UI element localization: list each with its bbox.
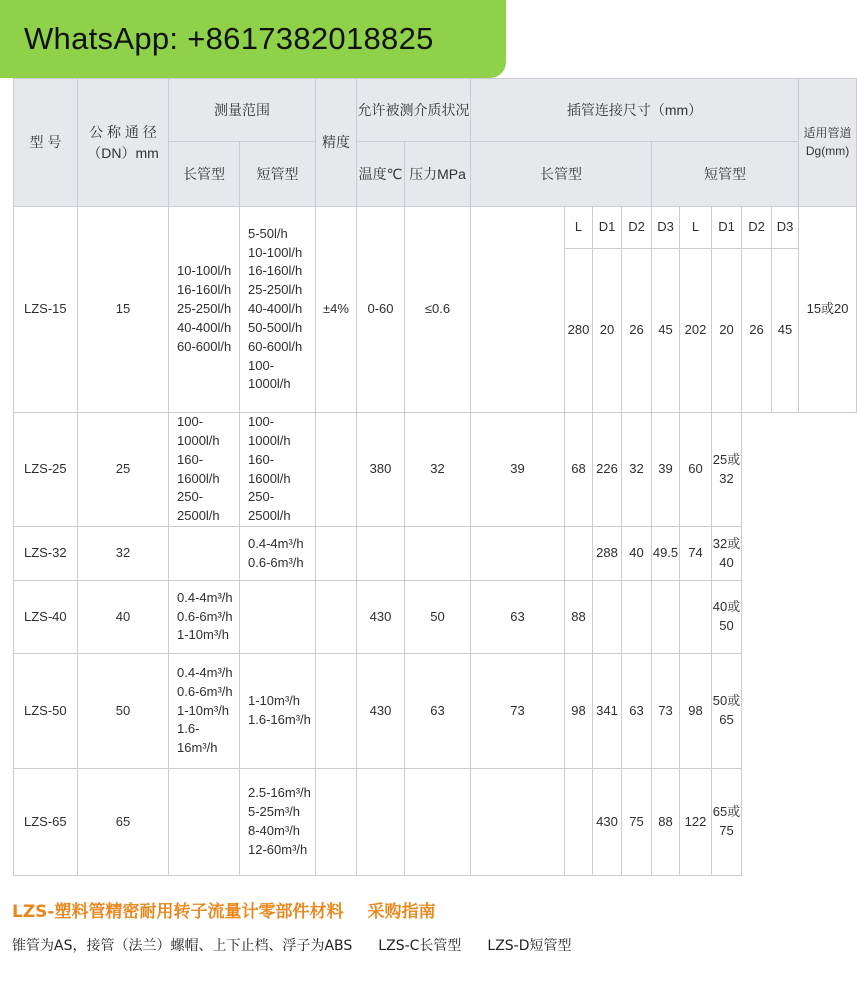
dim-cell: 50 bbox=[405, 581, 471, 654]
dim-cell: 63 bbox=[471, 581, 565, 654]
long-range-cell bbox=[169, 207, 240, 413]
range-item: 0.4-4m³/h bbox=[177, 589, 233, 605]
long-range-cell bbox=[169, 413, 240, 527]
dim-cell: 49.5 bbox=[652, 527, 680, 581]
dim-col-label: D3 bbox=[772, 207, 799, 249]
dim-cell: 88 bbox=[652, 769, 680, 876]
dim-cell: 32 bbox=[405, 413, 471, 527]
dim-cell bbox=[593, 581, 622, 654]
dim-cell: 74 bbox=[680, 527, 712, 581]
dim-cell: 341 bbox=[593, 654, 622, 769]
dim-cell: 73 bbox=[471, 654, 565, 769]
pipe-cell: 32或40 bbox=[712, 527, 742, 581]
short-range-cell bbox=[240, 207, 316, 413]
dim-cell bbox=[565, 527, 593, 581]
dim-cell: 98 bbox=[565, 654, 593, 769]
dim-cell: 380 bbox=[357, 413, 405, 527]
table-row bbox=[14, 207, 857, 249]
header-temp: 温度℃ bbox=[357, 142, 405, 207]
footer-title bbox=[12, 897, 435, 922]
header-pipe-long: 长管型 bbox=[471, 142, 652, 207]
dim-cell: 122 bbox=[680, 769, 712, 876]
dn-cell: 50 bbox=[78, 654, 169, 769]
footer-materials-text: 锥管为AS，接管（法兰）螺帽、上下止档、浮子为ABS bbox=[12, 938, 353, 954]
model-cell: LZS-15 bbox=[14, 207, 78, 413]
dim-cell: 430 bbox=[357, 654, 405, 769]
range-item: 10-100l/h bbox=[177, 263, 232, 279]
dn-cell: 40 bbox=[78, 581, 169, 654]
range-item: 0.4-4m³/h bbox=[248, 535, 304, 551]
pipe-cell: 40或50 bbox=[712, 581, 742, 654]
range-item: 2.5-16m³/h bbox=[248, 785, 311, 801]
long-range-cell bbox=[169, 581, 240, 654]
range-item: 100-1000l/h bbox=[248, 414, 291, 448]
range-item: 1-10m³/h bbox=[248, 693, 301, 709]
dim-cell bbox=[565, 769, 593, 876]
header-model: 型 号 bbox=[14, 79, 78, 207]
dim-cell: 73 bbox=[652, 654, 680, 769]
range-item: 50-500l/h bbox=[248, 319, 303, 335]
footer-short-type: LZS-D短管型 bbox=[487, 938, 572, 954]
dim-cell bbox=[357, 769, 405, 876]
header-pipe-size: 插管连接尺寸（mm） bbox=[471, 79, 799, 142]
footer-title-materials: LZS-塑料管精密耐用转子流量计零部件材料 bbox=[12, 902, 344, 922]
dim-spacer bbox=[316, 769, 357, 876]
range-item: 10-100l/h bbox=[248, 244, 303, 260]
dn-cell: 32 bbox=[78, 527, 169, 581]
dim-cell: 26 bbox=[622, 249, 652, 413]
header-pressure: 压力MPa bbox=[405, 142, 471, 207]
dim-col-label: D2 bbox=[742, 207, 772, 249]
dim-cell bbox=[471, 527, 565, 581]
pipe-cell: 50或65 bbox=[712, 654, 742, 769]
range-item: 1.6-16m³/h bbox=[248, 712, 311, 728]
long-range-cell bbox=[169, 654, 240, 769]
header-row-1 bbox=[14, 79, 857, 142]
range-item: 25-250l/h bbox=[248, 282, 303, 298]
dim-spacer bbox=[316, 413, 357, 527]
short-range-cell bbox=[240, 654, 316, 769]
dim-cell: 32 bbox=[622, 413, 652, 527]
dim-cell bbox=[405, 527, 471, 581]
whatsapp-banner bbox=[0, 0, 506, 78]
range-item: 5-50l/h bbox=[248, 225, 288, 241]
range-item: 60-600l/h bbox=[248, 338, 303, 354]
header-range: 测量范围 bbox=[169, 79, 316, 142]
dim-col-label: D3 bbox=[652, 207, 680, 249]
dn-cell: 25 bbox=[78, 413, 169, 527]
range-item: 25-250l/h bbox=[177, 301, 232, 317]
precision-cell: ±4% bbox=[316, 207, 357, 413]
range-item: 0.4-4m³/h bbox=[177, 664, 233, 680]
dim-col-label: D1 bbox=[712, 207, 742, 249]
dim-spacer bbox=[471, 207, 565, 413]
dim-cell: 63 bbox=[622, 654, 652, 769]
model-cell: LZS-25 bbox=[14, 413, 78, 527]
dim-spacer bbox=[316, 581, 357, 654]
model-cell: LZS-40 bbox=[14, 581, 78, 654]
range-item: 0.6-6m³/h bbox=[248, 554, 304, 570]
dim-col-label: L bbox=[565, 207, 593, 249]
dim-cell: 39 bbox=[652, 413, 680, 527]
dim-cell bbox=[357, 527, 405, 581]
header-medium: 允许被测介质状况 bbox=[357, 79, 471, 142]
dim-spacer bbox=[316, 654, 357, 769]
dim-col-label: D2 bbox=[622, 207, 652, 249]
dim-spacer bbox=[316, 527, 357, 581]
range-item: 16-160l/h bbox=[177, 282, 232, 298]
range-item: 1.6-16m³/h bbox=[177, 721, 218, 756]
range-item: 0.6-6m³/h bbox=[177, 683, 233, 699]
dim-cell: 20 bbox=[593, 249, 622, 413]
range-item: 250-2500l/h bbox=[177, 489, 220, 524]
dim-cell: 63 bbox=[405, 654, 471, 769]
dim-col-label: D1 bbox=[593, 207, 622, 249]
pressure-cell: ≤0.6 bbox=[405, 207, 471, 413]
dim-cell: 45 bbox=[652, 249, 680, 413]
table-row bbox=[14, 769, 857, 876]
dim-cell bbox=[622, 581, 652, 654]
model-cell: LZS-65 bbox=[14, 769, 78, 876]
range-item: 160-1600l/h bbox=[177, 451, 220, 486]
dim-cell: 226 bbox=[593, 413, 622, 527]
dim-cell: 98 bbox=[680, 654, 712, 769]
dim-cell: 288 bbox=[593, 527, 622, 581]
dim-cell: 26 bbox=[742, 249, 772, 413]
table-row bbox=[14, 413, 857, 527]
range-item: 100-1000l/h bbox=[248, 357, 291, 392]
range-item: 160-1600l/h bbox=[248, 451, 291, 486]
pipe-cell: 65或75 bbox=[712, 769, 742, 876]
footer-line bbox=[12, 935, 572, 955]
range-item: 60-600l/h bbox=[177, 338, 232, 354]
pipe-cell: 15或20 bbox=[799, 207, 857, 413]
long-range-cell bbox=[169, 527, 240, 581]
range-item: 1-10m³/h bbox=[177, 702, 230, 718]
pipe-cell: 25或32 bbox=[712, 413, 742, 527]
dn-cell: 65 bbox=[78, 769, 169, 876]
dim-col-label: L bbox=[680, 207, 712, 249]
model-cell: LZS-50 bbox=[14, 654, 78, 769]
range-item: 40-400l/h bbox=[177, 319, 232, 335]
dim-cell bbox=[680, 581, 712, 654]
dim-cell bbox=[652, 581, 680, 654]
dim-cell: 60 bbox=[680, 413, 712, 527]
dim-cell bbox=[405, 769, 471, 876]
range-item: 250-2500l/h bbox=[248, 489, 291, 524]
range-item: 16-160l/h bbox=[248, 263, 303, 279]
range-item: 0.6-6m³/h bbox=[177, 608, 233, 624]
footer-title-guide: 采购指南 bbox=[367, 902, 436, 922]
dn-cell: 15 bbox=[78, 207, 169, 413]
dim-cell: 40 bbox=[622, 527, 652, 581]
dim-cell: 280 bbox=[565, 249, 593, 413]
range-item: 8-40m³/h bbox=[248, 823, 301, 839]
range-item: 12-60m³/h bbox=[248, 841, 308, 857]
range-item: 1-10m³/h bbox=[177, 627, 230, 643]
range-item: 100-1000l/h bbox=[177, 414, 220, 448]
short-range-cell bbox=[240, 581, 316, 654]
dim-cell: 430 bbox=[357, 581, 405, 654]
dim-cell bbox=[471, 769, 565, 876]
whatsapp-contact: WhatsApp: +8617382018825 bbox=[24, 21, 434, 56]
table-row bbox=[14, 581, 857, 654]
dim-cell: 20 bbox=[712, 249, 742, 413]
long-range-cell bbox=[169, 769, 240, 876]
dim-cell: 68 bbox=[565, 413, 593, 527]
dim-cell: 39 bbox=[471, 413, 565, 527]
header-range-long: 长管型 bbox=[169, 142, 240, 207]
table-row bbox=[14, 527, 857, 581]
header-pipe-short: 短管型 bbox=[652, 142, 799, 207]
dim-cell: 45 bbox=[772, 249, 799, 413]
dim-cell: 75 bbox=[622, 769, 652, 876]
range-item: 40-400l/h bbox=[248, 301, 303, 317]
model-cell: LZS-32 bbox=[14, 527, 78, 581]
header-precision: 精度 bbox=[316, 79, 357, 207]
table-row bbox=[14, 654, 857, 769]
temp-cell: 0-60 bbox=[357, 207, 405, 413]
range-item: 5-25m³/h bbox=[248, 804, 301, 820]
dim-cell: 88 bbox=[565, 581, 593, 654]
header-dn: 公 称 通 径 （DN）mm bbox=[78, 79, 169, 207]
footer-long-type: LZS-C长管型 bbox=[378, 938, 462, 954]
short-range-cell bbox=[240, 527, 316, 581]
dim-cell: 430 bbox=[593, 769, 622, 876]
header-range-short: 短管型 bbox=[240, 142, 316, 207]
short-range-cell bbox=[240, 413, 316, 527]
dim-cell: 202 bbox=[680, 249, 712, 413]
short-range-cell bbox=[240, 769, 316, 876]
header-applicable: 适用管道 Dg(mm) bbox=[799, 79, 857, 207]
spec-table bbox=[13, 78, 857, 876]
